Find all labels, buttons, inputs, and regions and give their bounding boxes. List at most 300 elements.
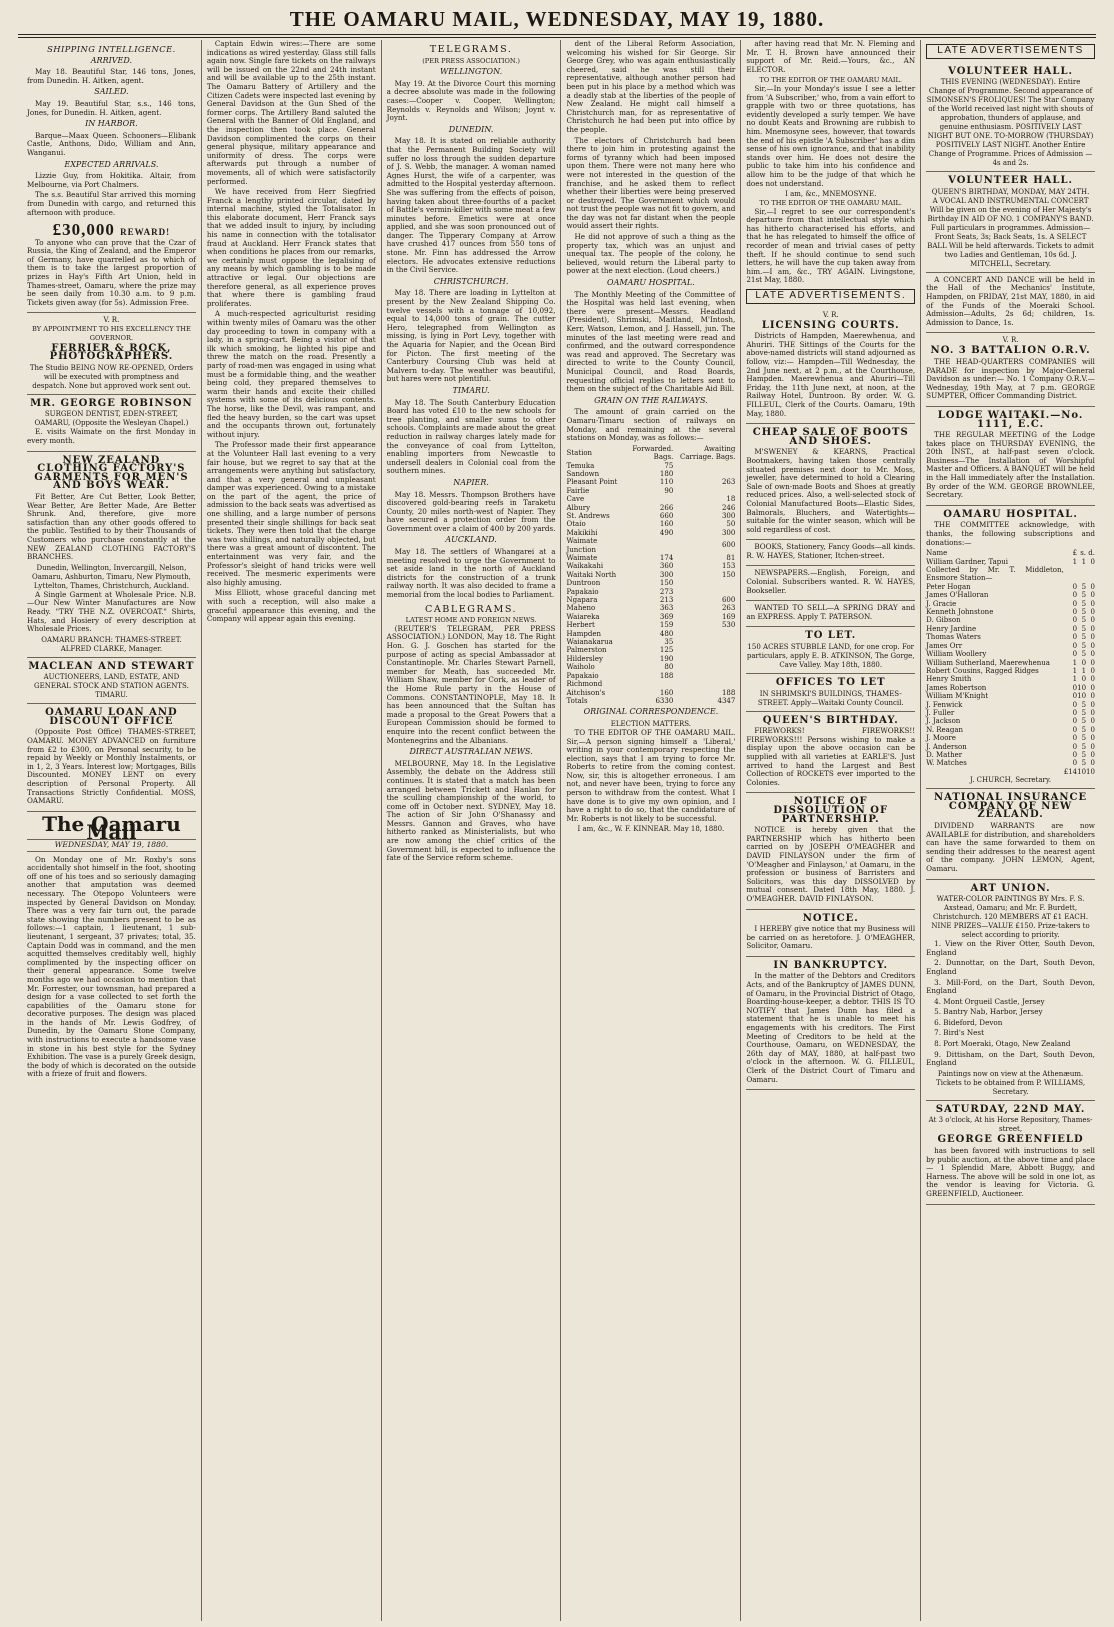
column-4	[561, 40, 741, 1621]
subs-shillings: 5	[1081, 759, 1087, 768]
subscription-row	[926, 726, 1095, 734]
subs-col-pounds: £	[1072, 549, 1078, 558]
grain-row	[566, 588, 735, 596]
subs-shillings: 5	[1081, 700, 1087, 709]
subscription-row	[926, 650, 1095, 658]
grain-station: Cave	[566, 495, 585, 504]
subscription-row	[926, 717, 1095, 725]
grain-station: Fairlie	[566, 486, 590, 495]
grain-intro: The amount of grain carried on the Oamaru-Timaru section of railways on Monday, and remaining at the several stations on Monday, was as follows:—	[566, 407, 736, 443]
subs-pounds	[1064, 566, 1077, 583]
subs-pounds: 1	[1072, 658, 1078, 667]
ferrier-ad	[27, 313, 196, 394]
grain-awaiting	[673, 672, 735, 680]
subs-shillings: 5	[1081, 599, 1087, 608]
subs-name: William M'Knight	[926, 692, 989, 701]
subs-name: J. Gracie	[926, 599, 957, 608]
grain-header-row	[566, 445, 735, 462]
subs-pounds: 0	[1072, 683, 1078, 692]
appointment-line: BY APPOINTMENT TO HIS EXCELLENCY THE GOVERNOR.	[32, 325, 191, 343]
grain-station: Maheno	[566, 604, 596, 613]
subs-shillings: 5	[1081, 633, 1087, 642]
grain-row	[566, 520, 735, 528]
subs-name: Kenneth Johnstone	[926, 608, 994, 617]
grain-total-forwarded: 6330	[655, 696, 674, 705]
column-6	[921, 40, 1100, 1621]
letter-3-text: Sir,—I regret to see our correspondent's departure from that intellectual style which has hitherto characterised his efforts, and that he has relegated to himself the office of recorder of mean and trivial cases of petty theft. If he should continue to send such letters, he will have the cup taken away from him.—I am, &c., TRY AGAIN. Livingstone, 21st May, 1880.	[746, 206, 916, 285]
shipping-heading: SHIPPING INTELLIGENCE.	[47, 44, 176, 54]
boots-ad	[746, 424, 915, 540]
column-3	[382, 40, 562, 1621]
subscription-row	[926, 633, 1095, 641]
subscription-row	[926, 709, 1095, 717]
subs-shillings: 0	[1081, 675, 1087, 684]
subs-shillings: 5	[1081, 708, 1087, 717]
grain-awaiting	[673, 487, 735, 495]
subs-pence: 0	[1090, 742, 1095, 751]
hospital-subs-title: OAMARU HOSPITAL.	[943, 508, 1078, 520]
subs-pounds: 0	[1072, 700, 1078, 709]
grain-forwarded: 190	[659, 654, 674, 663]
subs-pence: 0	[1090, 708, 1095, 717]
subs-total-label	[926, 768, 1064, 776]
grain-awaiting	[673, 680, 735, 688]
subs-pounds: 0	[1072, 591, 1078, 600]
loan-text: (Opposite Post Office) THAMES-STREET, OAMARU. MONEY ADVANCED on furniture from £2 to £300, on Personal security, to be repaid by Weekly or Monthly Instalments, or in 1, 2, 3 Years. Interest low; Mortgages, Bills Discounted. MONEY LENT on every description of Personal Property. All Transactions Strictly Confidential. MOSS, OAMARU.	[27, 727, 196, 806]
grain-station: St. Andrews	[566, 511, 610, 520]
grain-row	[566, 537, 735, 554]
grain-row	[566, 630, 735, 638]
art-union-title: ART UNION.	[970, 882, 1051, 894]
prize-item: 1. View on the River Otter, South Devon, England	[926, 939, 1095, 957]
subscription-row	[926, 759, 1095, 767]
subs-total-shillings: 10	[1077, 767, 1087, 776]
subs-pence: 0	[1090, 734, 1095, 743]
dentist-sub: SURGEON DENTIST, EDEN-STREET, OAMARU, (Opposite the Wesleyan Chapel.)	[34, 410, 189, 428]
grain-total-label: Totals	[566, 696, 588, 705]
subs-shillings: 5	[1081, 750, 1087, 759]
volunteer-hall-ad	[926, 63, 1095, 173]
ferrier-title: FERRIER & ROCK, PHOTOGRAPHERS.	[49, 342, 174, 363]
hospital-subs-text: THE COMMITTEE acknowledge, with thanks, the following subscriptions and donations:—	[926, 520, 1095, 547]
subs-shillings: 5	[1081, 717, 1087, 726]
prize-item: 4. Mont Orgueil Castle, Jersey	[934, 996, 1045, 1006]
subs-pence: 0	[1090, 599, 1095, 608]
birthday-concert-sub: QUEEN'S BIRTHDAY, MONDAY, MAY 24TH.	[931, 187, 1090, 196]
grain-row	[566, 571, 735, 579]
subs-name: D. Mather	[926, 750, 963, 759]
grain-row	[566, 604, 735, 612]
grain-forwarded: 159	[659, 621, 674, 630]
grain-row	[566, 562, 735, 570]
grain-awaiting: 300	[721, 528, 736, 537]
subs-col-pence: d.	[1088, 549, 1095, 558]
paper-title: The Oamaru Mail	[42, 811, 181, 845]
subs-total-row	[926, 768, 1095, 776]
notice-text: I HEREBY give notice that my Business will be carried on as heretofore. J. O'MEAGHER, Solicitor, Oamaru.	[746, 924, 916, 951]
grain-awaiting: 188	[721, 688, 736, 697]
grain-forwarded: 160	[659, 688, 674, 697]
paper-date: WEDNESDAY, MAY 19, 1880.	[27, 839, 196, 852]
grey-speech-3: He did not approve of such a thing as the property tax, which was an unjust and unequal tax. The people of the colony, he believed, would return the Liberal party to power at the next election. (Loud cheers.)	[566, 232, 736, 276]
subs-pounds: 0	[1072, 641, 1078, 650]
reward-text: To anyone who can prove that the Czar of Russia, the King of Zealand, and the Emperor of Germany, have quarrelled as to which of them is to take the largest proportion of prizes in Hay's Fifth Art Union, held in Thames-street, Oamaru, where the prize may be seen daily from 10.30 a.m. to 9 p.m. Tickets given away (for 5s). Admission Free.	[27, 237, 196, 307]
editorial-text: On Monday one of Mr. Roxby's sons accidentally shot himself in the foot, shooting off one of his toes and so seriously damaging another that amputation was deemed necessary. The Otepopo Volunteers were inspected by General Davidson on Monday. There was a very fair turn out, the parade state showing the numbers present to be as follows:—1 captain, 1 lieutenant, 1 sub-lieutenant, 1 sergeant, 37 privates; total, 35. Captain Dodd was in command, and the men acquitted themselves creditably well, highly complimented by the inspecting officer on their general appearance. Some twelve months ago we had occasion to mention that Mr. Forrester, our townsman, had prepared a design for a vase collected to set forth the capabilities of the Oamaru stone for decorative purposes. The design was placed in the hands of Mr. Lewis Godfrey, of Dunedin, by the Oamaru Stone Company, with instructions to execute a handsome vase in stone in his best style for the Sydney Exhibition. The vase is a purely Greek design, the body of which is decorated on the outside with a frieze of fruit and flowers.	[27, 854, 196, 1079]
expected-heading: EXPECTED ARRIVALS.	[64, 159, 159, 169]
subs-shillings: 5	[1081, 742, 1087, 751]
masthead-rule	[18, 34, 1096, 35]
grain-awaiting	[673, 630, 735, 638]
grain-awaiting: 263	[721, 604, 736, 613]
grain-forwarded: 266	[659, 503, 674, 512]
dunedin-text: May 18. It is stated on reliable authority that the Permanent Building Society will suffer no loss through the sudden departure of J. S. Webb, the manager. A woman named Agnes Hurst, the wife of a carpenter, was admitted to the Hospital yesterday afternoon. She was suffering from the effects of poison, having taken about three-fourths of a packet of Battle's vermin-killer with some meat a few minutes before. Emetics were at once applied, and she was soon pronounced out of danger. The Tipperary Company at Arrow have crushed 417 ounces from 550 tons of stone. Mr. Finn has addressed the Arrow electors. He advocates extensive reductions in the Civil Service.	[386, 136, 556, 275]
masthead: THE OAMARU MAIL, WEDNESDAY, MAY 19, 1880.	[289, 7, 825, 31]
subscriptions-body	[926, 558, 1095, 768]
late-ads-heading-2: LATE ADVERTISEMENTS	[926, 44, 1095, 59]
clothing-branch: OAMARU BRANCH: THAMES-STREET. ALFRED CLARKE, Manager.	[41, 635, 182, 653]
dissolution-ad	[746, 793, 915, 909]
subs-pounds: 1	[1072, 557, 1078, 566]
subs-pounds: 0	[1072, 624, 1078, 633]
auckland-text: May 18. The settlers of Whangarei at a meeting resolved to urge the Government to set aside land in the north of Auckland districts for the construction of a trunk railway north. It was also decided to frame a memorial from the local bodies to Parliament.	[386, 547, 556, 600]
expected-note: The s.s. Beautiful Star arrived this morning from Dunedin with cargo, and returned this afternoon with produce.	[27, 190, 196, 217]
grain-station: Otaio	[566, 520, 586, 529]
subs-pence: 0	[1090, 717, 1095, 726]
napier-heading: NAPIER.	[453, 477, 489, 487]
subs-pence: 0	[1090, 725, 1095, 734]
subs-pounds: 0	[1072, 717, 1078, 726]
subscription-row	[926, 558, 1095, 566]
subs-name: James Orr	[926, 641, 963, 650]
lodge-ad	[926, 407, 1095, 506]
subs-name: William Sutherland, Maerewhenua	[926, 658, 1050, 667]
subs-signature: J. CHURCH, Secretary.	[969, 776, 1052, 785]
local-news-1: Captain Edwin wires:—There are some indications as wired yesterday. Glass still falls again now. Single fare tickets on the railways will be issued on the 22nd and 24th instant and will be available up to the 25th instant. The Oamaru Battery of Artillery and the Citizen Cadets were inspected last evening by General Davidson at the Gun Shed of the former corps. The Artillery Band saluted the General with the Banner of Old England, and the inspection then took place. General Davidson complimented the corps on their general physique, military appearance and uniformity of dress. The corps were afterwards put through a number of movements, all of which were satisfactorily performed.	[206, 40, 376, 186]
grain-station: Papakaio	[566, 587, 599, 596]
subs-pence: 0	[1090, 616, 1095, 625]
grain-awaiting	[673, 655, 735, 663]
grain-station: Albury	[566, 503, 591, 512]
telegrams-sub: (PER PRESS ASSOCIATION.)	[422, 56, 520, 65]
auction-date: SATURDAY, 22ND MAY.	[935, 1103, 1086, 1115]
grain-row	[566, 613, 735, 621]
subscription-row	[926, 659, 1095, 667]
subscription-row	[926, 751, 1095, 759]
subs-col-shillings: s.	[1080, 549, 1087, 558]
subs-pounds: 0	[1072, 742, 1078, 751]
subscription-row	[926, 701, 1095, 709]
auction-time: At 3 o'clock, At his Horse Repository, Thames-street,	[928, 1116, 1093, 1134]
subs-pence: 0	[1090, 675, 1095, 684]
grain-forwarded: 180	[659, 469, 674, 478]
subscription-row	[926, 608, 1095, 616]
grain-station: Temuka	[566, 461, 595, 470]
to-let-text: 150 ACRES STUBBLE LAND, for one crop. For particulars, apply E. B. ATKINSON, The Gorge, Cave Valley. May 18th, 1880.	[746, 643, 915, 670]
dentist-title: MR. GEORGE ROBINSON	[30, 397, 193, 409]
grain-awaiting: 263	[721, 478, 736, 487]
subs-pence: 0	[1090, 692, 1095, 701]
subscription-row	[926, 591, 1095, 599]
clothing-towns: Dunedin, Wellington, Invercargill, Nelson, Oamaru, Ashburton, Timaru, New Plymouth, Lyttelton, Thames, Christchurch, Auckland.	[32, 563, 191, 590]
subs-pounds: 0	[1072, 750, 1078, 759]
grain-station: Herbert	[566, 621, 595, 630]
grain-forwarded: 660	[659, 511, 674, 520]
grain-forwarded: 125	[659, 646, 674, 655]
subscription-row	[926, 675, 1095, 683]
subs-shillings: 10	[1077, 683, 1087, 692]
auctioneer-name: GEORGE GREENFIELD	[937, 1134, 1084, 1146]
grain-awaiting: 169	[721, 612, 736, 621]
birthday-concert-title: VOLUNTEER HALL.	[948, 175, 1073, 187]
column-2	[202, 40, 382, 1621]
grain-station: Papakaio	[566, 671, 599, 680]
subs-name: D. Gibson	[926, 616, 961, 625]
grain-row	[566, 462, 735, 470]
grain-awaiting: 300	[721, 511, 736, 520]
subs-total-pounds: £14	[1063, 767, 1078, 776]
grain-col-awaiting: Awaiting Carriage. Bags.	[679, 444, 736, 462]
cablegrams-text: (REUTER'S TELEGRAM, PER PRESS ASSOCIATION.) LONDON, May 18. The Right Hon. G. J. Goschen has started for the purpose of acting as special Ambassador at Constantinople. Mr. Charles Stewart Parnell, member for Meath, has succeeded Mr. William Shaw, member for Cork, as leader of the Home Rule party in the House of Commons. CONSTANTINOPLE, May 18. It has been announced that the Sultan has made a proposal to the Great Powers that a European Commission should be formed to enquire into the recent conflict between the Montenegrins and the Albanians.	[386, 623, 556, 745]
subs-shillings: 1	[1081, 666, 1087, 675]
grain-row	[566, 478, 735, 486]
books-text: BOOKS, Stationery, Fancy Goods—all kinds. R. W. HAYES, Stationer, Itchen-street.	[746, 542, 916, 560]
grain-forwarded	[621, 537, 673, 554]
grain-row	[566, 680, 735, 688]
grain-row	[566, 579, 735, 587]
grain-station: Ngapara	[566, 596, 598, 605]
subscriptions-table	[926, 549, 1095, 776]
grain-row	[566, 554, 735, 562]
subs-shillings: 5	[1081, 591, 1087, 600]
grain-awaiting	[673, 579, 735, 587]
books-ad	[746, 540, 915, 566]
correspondence-signature: I am, &c., W. F. KINNEAR. May 18, 1880.	[577, 825, 725, 834]
grain-awaiting	[673, 646, 735, 654]
grain-awaiting: 81	[726, 554, 736, 562]
arrived-heading: ARRIVED.	[90, 55, 133, 65]
arrived-text: May 18. Beautiful Star, 146 tons, Jones, from Dunedin. H. Aitken, agent.	[27, 67, 196, 85]
prize-item: 9. Dittisham, on the Dart, South Devon, England	[926, 1049, 1095, 1068]
grain-forwarded: 110	[659, 478, 674, 487]
subs-name: Collected by Mr. T. Middleton, Ensmore Station—	[926, 566, 1064, 583]
column-1	[22, 40, 202, 1621]
grain-row	[566, 470, 735, 478]
grain-station: Hampden	[566, 629, 602, 638]
hospital-text: The Monthly Meeting of the Committee of the Hospital was held last evening, when there were present—Messrs. Headland (President), Shrimski, Maitland, M'Intosh, Kerr, Watson, Lemon, and J. Hassell, jun. The minutes of the last meeting were read and confirmed, and the outward correspondence was read and approved. The Secretary was directed to write to the County Council, Municipal Council, and Road Boards, requesting official replies to letters sent to them on the subject of the Charitable Aid Bill.	[566, 289, 736, 394]
subs-pounds: 0	[1072, 759, 1078, 768]
grain-awaiting	[673, 638, 735, 646]
subs-name: J. Jackson	[926, 717, 961, 726]
subs-name: N. Reagan	[926, 725, 964, 734]
subs-name: Henry Jardine	[926, 624, 977, 633]
volunteer-hall-title: VOLUNTEER HALL.	[948, 65, 1073, 77]
wellington-heading: WELLINGTON.	[439, 67, 503, 77]
christchurch-text: May 18. There are loading in Lyttelton at present by the New Zealand Shipping Co. twelve vessels with a tonnage of 10,092, equal to 14,000 tons of grain. The cutter Hero, telegraphed from Wellington as missing, is lying in Port Levy, together with the Aquaria for Napier, and the Ocean Bird for Picton. The first meeting of the Canterbury Coursing Club was held at Malvern to-day. The weather was beautiful, but hares were not plentiful.	[386, 288, 556, 384]
subscription-row	[926, 684, 1095, 692]
grain-table	[566, 445, 735, 706]
subscription-row	[926, 667, 1095, 675]
grain-forwarded: 369	[659, 612, 674, 621]
subscription-row	[926, 600, 1095, 608]
letter-2-sign: I am, &c., MNEMOSYNE.	[785, 190, 877, 199]
clothing-text: Fit Better, Are Cut Better, Look Better, Wear Better, Are Better Made, Are Better Shrunk. And, therefore, give more satisfaction than any other goods offered to the public. Testified to by their Thousands of Customers who purchase constantly at the NEW ZEALAND CLOTHING FACTORY'S BRANCHES.	[27, 491, 196, 562]
grain-forwarded: 188	[659, 671, 674, 680]
grain-forwarded: 213	[659, 596, 674, 605]
subs-shillings: 0	[1081, 658, 1087, 667]
grain-row	[566, 529, 735, 537]
subscription-row	[926, 642, 1095, 650]
boots-text: M'SWENEY & KEARNS, Practical Bootmakers, having taken those centrally situated premises next door to Mr. Moss, jeweller, have determined to hold a Clearing Sale of own-made Boots and Shoes at greatly reduced prices. Also, a well-selected stock of Colonial Manufactured Boots—Elastic Sides, Balmorals, Bluchers, and Watertights—suitable for the winter season, which will be sold regardless of cost.	[746, 447, 916, 534]
clothing-title: NEW ZEALAND CLOTHING FACTORY'S GARMENTS FOR MEN'S AND BOYS WEAR.	[34, 454, 189, 492]
harbor-heading: IN HARBOR.	[85, 119, 138, 129]
wellington-text: May 19. At the Divorce Court this morning a decree absolute was made in the following cases:—Cooper v. Cooper, Wellington; Reynolds v. Reynolds and Wilson; Joynt v. Joynt.	[386, 78, 556, 123]
letter-1-text: after having read that Mr. N. Fleming and Mr. T. H. Brown have announced their support of Mr. Reid.—Yours, &c., AN ELECTOR.	[746, 40, 916, 74]
bankruptcy-title: IN BANKRUPTCY.	[773, 959, 889, 971]
subscription-row	[926, 734, 1095, 742]
subs-shillings: 5	[1081, 608, 1087, 617]
prize-item: 7. Bird's Nest	[934, 1028, 984, 1038]
grain-station: Sandown	[566, 469, 600, 478]
expected-text: Lizzie Guy, from Hokitika. Altair, from Melbourne, via Port Chalmers.	[27, 171, 196, 189]
harbor-text: Barque—Maax Queen. Schooners—Elibank Castle, Anthons, Dido, William and Ann, Wanganui.	[27, 130, 196, 157]
grain-row	[566, 672, 735, 680]
lodge-title: LODGE WAITAKI.—No. 1111, E.C.	[937, 409, 1084, 430]
national-insurance-ad	[926, 789, 1095, 879]
grain-awaiting: 153	[721, 562, 736, 571]
maclean-ad	[27, 658, 196, 705]
cablegrams-heading: CABLEGRAMS.	[425, 603, 518, 615]
grain-station: Makikihi	[566, 528, 598, 537]
grain-station: Richmond	[566, 680, 603, 689]
subs-shillings: 5	[1081, 624, 1087, 633]
vr-mark: V. R.	[103, 316, 120, 325]
subs-shillings: 5	[1081, 616, 1087, 625]
orv-ad	[926, 333, 1095, 407]
subscription-row	[926, 616, 1095, 624]
subscription-row	[926, 743, 1095, 751]
subs-pounds: 0	[1072, 725, 1078, 734]
grain-forwarded: 490	[659, 528, 674, 537]
grain-awaiting	[673, 462, 735, 470]
subs-pence: 0	[1090, 557, 1095, 566]
subs-shillings: 5	[1081, 641, 1087, 650]
bankruptcy-text: In the matter of the Debtors and Creditors Acts, and of the Bankruptcy of JAMES DUNN, of Oamaru, in the Provincial District of Otago, Boarding-house-keeper, a debtor. THIS IS TO NOTIFY that James Dunn has filed a statement that he is unable to meet his engagements with his creditors. The First Meeting of Creditors to be held at the Courthouse, Oamaru, on WEDNESDAY, the 26th day of MAY, 1880, at half-past two o'clock in the afternoon. W. G. FILLEUL, Clerk of the District Court of Timaru and Oamaru.	[746, 971, 916, 1084]
subs-shillings	[1077, 566, 1086, 583]
grain-col-forwarded: Forwarded. Bags.	[632, 444, 674, 462]
subscription-row	[926, 566, 1095, 583]
grain-awaiting: 246	[721, 503, 736, 512]
grain-table-body	[566, 462, 735, 697]
subs-pence: 0	[1090, 582, 1095, 591]
subs-pounds: 1	[1072, 666, 1078, 675]
hospital-subs-ad	[926, 506, 1095, 789]
grain-awaiting	[673, 470, 735, 478]
subs-shillings: 5	[1081, 582, 1087, 591]
subs-name: W. Matches	[926, 759, 967, 768]
ferrier-text: The Studio BEING NOW RE-OPENED, Orders will be executed with promptness and despatch. None but approved work sent out.	[29, 363, 194, 390]
grain-heading: GRAIN ON THE RAILWAYS.	[594, 395, 708, 405]
timaru-text: May 18. The South Canterbury Education Board has voted £10 to the new schools for tree planting, and smaller sums to other schools. Complaints are made about the great reduction in railway charges lately made for the conveyance of coal from Lyttelton, enabling importers from Newcastle to undersell dealers in Colonial coal from the southern mines.	[386, 397, 556, 476]
licensing-title: LICENSING COURTS.	[761, 319, 900, 331]
hampden-concert-ad	[926, 273, 1095, 334]
reward-ad	[27, 219, 196, 313]
maclean-title: MACLEAN AND STEWART	[28, 660, 195, 672]
art-union-text: WATER-COLOR PAINTINGS BY Mrs. F. S. Axstead, Oamaru; and Mr. F. Burdett, Christchurch. 120 MEMBERS AT £1 EACH. NINE PRIZES—VALUE £150. Prize-takers to select according to priority.	[931, 895, 1090, 940]
fireworks-ad	[746, 712, 915, 794]
grain-station: Waitaki North	[566, 570, 617, 579]
clothing-note: A Single Garment at Wholesale Price. N.B.—Our New Winter Manufactures are Now Ready. "TRY THE N.Z. OVERCOAT." Shirts, Hats, and Hosiery of every description at Wholesale Prices.	[27, 589, 196, 634]
subs-pence: 0	[1090, 591, 1095, 600]
national-insurance-title: NATIONAL INSURANCE COMPANY OF NEW ZEALAND.	[933, 792, 1088, 821]
subs-shillings: 10	[1077, 692, 1087, 701]
birthday-concert-text: A VOCAL AND INSTRUMENTAL CONCERT Will be given on the evening of Her Majesty's Birthday IN AID OF NO. 1 COMPANY'S BAND. Full particulars in programmes. Admission—Front Seats, 3s; Back Seats, 1s. A SELECT BALL Will be held afterwards. Tickets to admit two Ladies and Gentleman, 10s 6d. J. MITCHELL, Secretary.	[927, 196, 1094, 268]
grain-forwarded	[621, 680, 673, 688]
fireworks-text: FIREWORKS! FIREWORKS!! FIREWORKS!!! Persons wishing to make a display upon the above occasion can be supplied with all varieties at EARLE'S. Just arrived to hand the Largest and Best Collection of ROCKETS ever imported to the Colonies.	[746, 726, 916, 787]
subs-shillings: 5	[1081, 734, 1087, 743]
art-union-note: Paintings now on view at the Athenæum. Tickets to be obtained from P. WILLIAMS, Secretary.	[936, 1069, 1086, 1096]
correspondence-title: ELECTION MATTERS.	[610, 719, 691, 728]
subs-shillings: 5	[1081, 725, 1087, 734]
subs-pence: 0	[1090, 759, 1095, 768]
prize-list	[926, 940, 1095, 1068]
grain-station: Aitchison's	[566, 688, 606, 697]
clothing-ad	[27, 452, 196, 658]
grain-station: Waikakahi	[566, 562, 604, 571]
letter-3-heading: TO THE EDITOR OF THE OAMARU MAIL.	[759, 199, 902, 208]
grain-row	[566, 495, 735, 503]
dentist-text: E. visits Waimate on the first Monday in every month.	[27, 427, 196, 445]
hospital-heading: OAMARU HOSPITAL.	[607, 278, 695, 288]
grain-row	[566, 504, 735, 512]
subs-pence: 0	[1090, 683, 1095, 692]
local-news-4: The Professor made their first appearance at the Volunteer Hall last evening to a very fair house, but we regret to say that at the arrangements were anything but satisfactory, and that a very general and unpleasant damper was experienced. Owing to a mistake on the part of the agent, the price of admission to the back seats was advertised as one shilling, and a large number of persons presented their single shillings for back seat tickets. They were then told that the charge was two shillings, and naturally objected, but there was a great amount of discontent. The entertainment was very fair, and the Professor's sleight of hand tricks were well received. The mesmeric experiments were also highly amusing.	[206, 440, 376, 587]
subs-name: James O'Halloran	[926, 591, 989, 600]
grain-forwarded: 80	[664, 663, 674, 672]
subs-pounds: 0	[1072, 599, 1078, 608]
orv-text: THE HEAD-QUARTERS COMPANIES will PARADE for inspection by Major-General Davidson as under:— No. 1 Company O.R.V.—Wednesday, 19th May, at 7 p.m. GEORGE SUMPTER, Officer Commanding District.	[926, 356, 1095, 401]
letter-2-heading: TO THE EDITOR OF THE OAMARU MAIL.	[759, 76, 902, 85]
grain-station: Waimate	[566, 554, 598, 562]
grain-row	[566, 646, 735, 654]
licensing-ad	[746, 308, 915, 425]
subs-pence	[1086, 566, 1095, 583]
subscription-row	[926, 692, 1095, 700]
subs-name: William Woollery	[926, 650, 987, 659]
prize-item: 3. Mill-Ford, on the Dart, South Devon, England	[926, 977, 1095, 996]
grain-row	[566, 655, 735, 663]
grain-forwarded: 150	[659, 579, 674, 588]
grain-awaiting: 530	[721, 621, 736, 630]
art-union-ad	[926, 880, 1095, 1101]
grain-row	[566, 596, 735, 604]
subs-pence: 0	[1090, 650, 1095, 659]
subs-shillings: 5	[1081, 650, 1087, 659]
grain-forwarded: 160	[659, 520, 674, 529]
auction-text: has been favored with instructions to sell by public auction, at the above time and place— 1 Splendid Mare, Abbott Buggy, and Harness. The above will be sold in one lot, as the vendor is leaving for Victoria. G. GREENFIELD, Auctioneer.	[926, 1146, 1095, 1198]
grain-forwarded: 480	[659, 629, 674, 638]
late-ads-heading: LATE ADVERTISEMENTS.	[746, 289, 915, 304]
subs-pence: 0	[1090, 624, 1095, 633]
subs-pounds: 0	[1072, 734, 1078, 743]
napier-text: May 18. Messrs. Thompson Brothers have discovered gold-bearing reefs in Taraketu County, 20 miles north-west of Napier. They have secured a protection order from the Government over a claim of 400 by 200 yards.	[386, 489, 556, 533]
grain-awaiting: 600	[721, 596, 736, 605]
grain-station: Waimate Junction	[566, 537, 598, 554]
grey-speech-2: The electors of Christchurch had been there to join him in protesting against the forms of tyranny which had been imposed upon them. There were not many here who were not interested in the question of the franchise, and he asked them to reflect whether their liberties were being preserved or destroyed. The Government which would not trust the people was not fit to govern, and the day was not far distant when the people would assert their rights.	[566, 135, 736, 231]
dissolution-text: NOTICE is hereby given that the PARTNERSHIP which has hitherto been carried on by JOSEPH O'MEAGHER and DAVID FINLAYSON under the firm of 'O'Meagher and Finlayson,' at Oamaru, in the profession or business of Barristers and Solicitors, was this day DISSOLVED by mutual consent. Dated 18th May, 1880. J. O'MEAGHER. DAVID FINLAYSON.	[746, 825, 916, 903]
dentist-ad	[27, 395, 196, 452]
newspapers-ad	[746, 566, 915, 601]
grain-station: Palmerston	[566, 646, 607, 655]
